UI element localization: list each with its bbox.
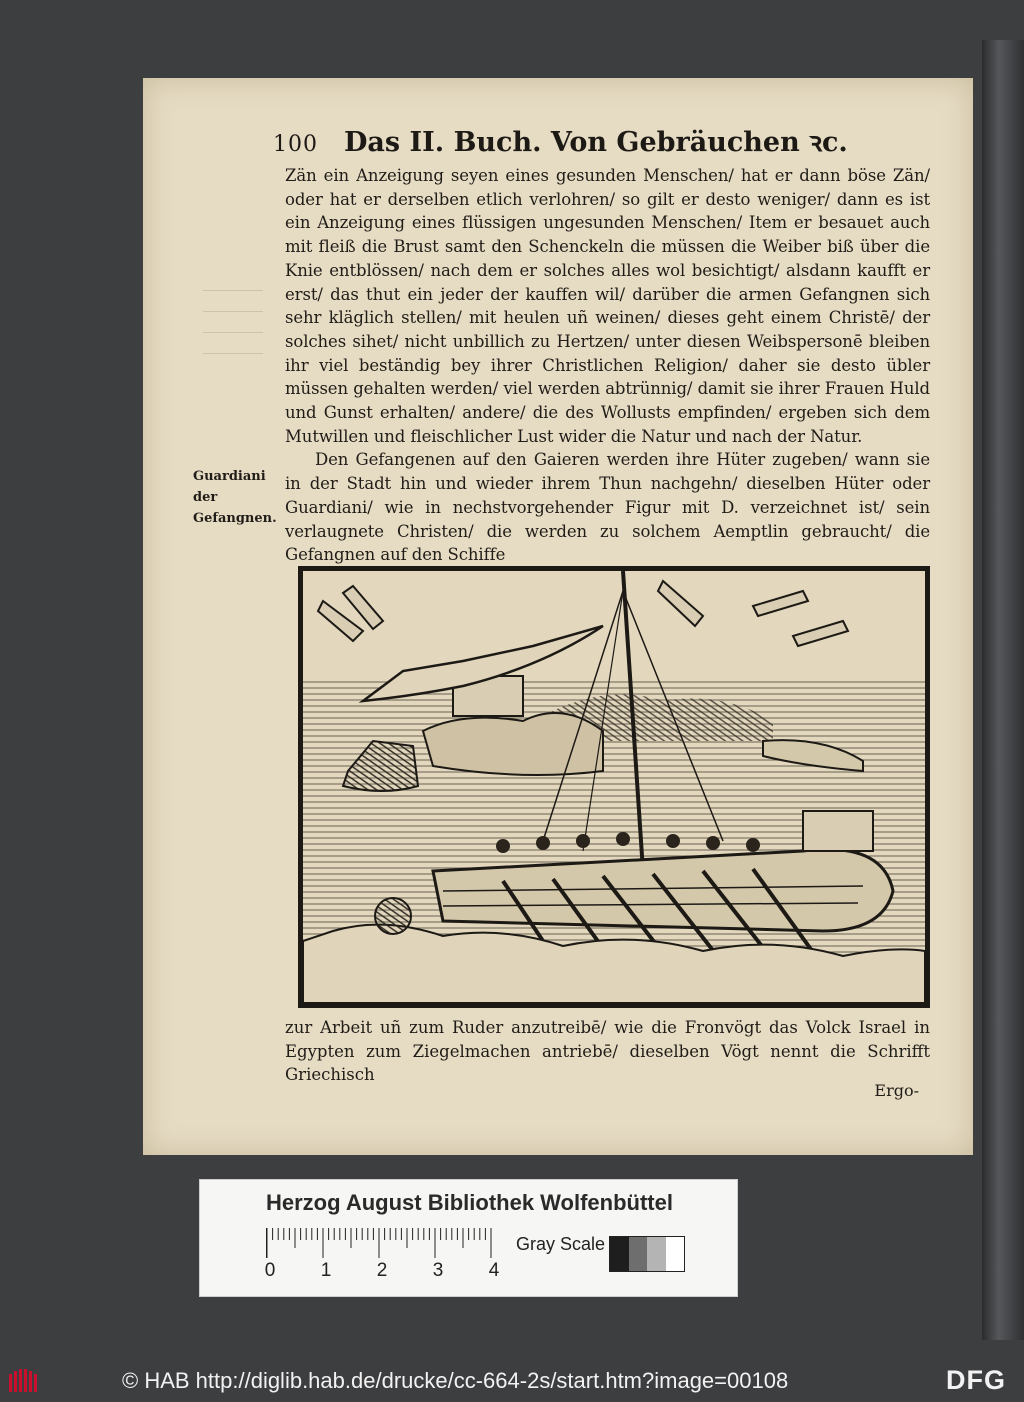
adjacent-page-edge [982, 40, 1024, 1340]
paragraph: Den Gefangenen auf den Gaieren werden ihre Hüter zugeben/ wann sie in der Stadt hin und wieder ihrem Thun nachgehn/ dieselben Hüter oder Guardiani/ wie in nechstvorgehender Figur mit D. verzeichnet ist/ sein verlaugnete Christen/ die werden zu solchem Aemptlin gebraucht/ die Gefangnen auf den Schiffe [285, 450, 930, 565]
text-below-woodcut: zur Arbeit uñ zum Ruder anzutreibē/ wie die Fronvögt das Volck Israel in Egypten zum Ziegelmachen antriebē/ dieselben Vögt nennt die Schrifft Griechisch [285, 1018, 930, 1085]
gray-swatch [647, 1237, 666, 1271]
marginal-note: Guardiani der Gefangnen. [193, 469, 277, 526]
stern-cabin [803, 811, 873, 851]
ruler-label: 2 [376, 1260, 388, 1281]
woodcut-illustration [298, 566, 930, 1008]
sea-monster [375, 898, 411, 934]
library-name: Herzog August Bibliothek Wolfenbüttel [266, 1190, 673, 1215]
ruler-label: 1 [320, 1260, 332, 1281]
ruler-label: 4 [488, 1260, 500, 1281]
galley-ship-woodcut [303, 571, 925, 1003]
second-galley [423, 713, 603, 775]
gray-swatch [666, 1237, 685, 1271]
running-header [273, 122, 893, 158]
book-page [143, 78, 973, 1155]
dfg-logo: DFG [946, 1365, 1006, 1395]
gray-scale-label: Gray Scale [516, 1234, 606, 1254]
catchword: Ergo- [874, 1081, 919, 1100]
color-reference-bar [199, 1179, 738, 1297]
ruler-label: 0 [264, 1260, 276, 1281]
hab-logo-icon [8, 1368, 38, 1394]
ruler-label: 3 [432, 1260, 444, 1281]
gray-swatch [629, 1237, 648, 1271]
paragraph: Zän ein Anzeigung seyen eines gesunden Menschen/ hat er dann böse Zän/ oder hat er derselben etlich verlohren/ so gilt er desto weniger/ dann es ist ein Anzeigung eines flüssigen ungesunden Menschen/ Item er besauet auch mit fleiß die Brust samt den Schenckeln die müssen die Weiber biß über die Knie entblössen/ nach dem er solches alles wol besichtigt/ alsdann kaufft er erst/ das thut ein jeder der kauffen wil/ darüber die armen Gefangnen sich sehr kläglich stellen/ mit heulen uñ weinen/ dieses geht einem Christē/ der solches sihet/ nicht unbillich zu Hertzen/ unter diesen Weibspersonē bleiben ihr viel beständig bey ihrer Christlichen Religion/ daher sie desto übler müssen gehalten werden/ viel werden abtrünnig/ damit sie ihrer Frauen Huld und Gunst erhalten/ andere/ die des Wollusts empfinden/ ergeben sich dem Mutwillen und fleischlicher Lust wider die Natur und nach der Natur. [285, 166, 930, 446]
citation-link[interactable]: © HAB http://diglib.hab.de/drucke/cc-664-2s/start.htm?image=00108 [122, 1368, 789, 1393]
gray-swatch [610, 1237, 629, 1271]
footer [0, 1362, 1024, 1402]
running-title: Das II. Buch. Von Gebräuchen ꝛc. [344, 127, 848, 158]
show-through-text [203, 284, 263, 484]
gray-scale-swatches [609, 1236, 685, 1272]
body-text [285, 164, 930, 567]
page-number: 100 [273, 132, 318, 157]
